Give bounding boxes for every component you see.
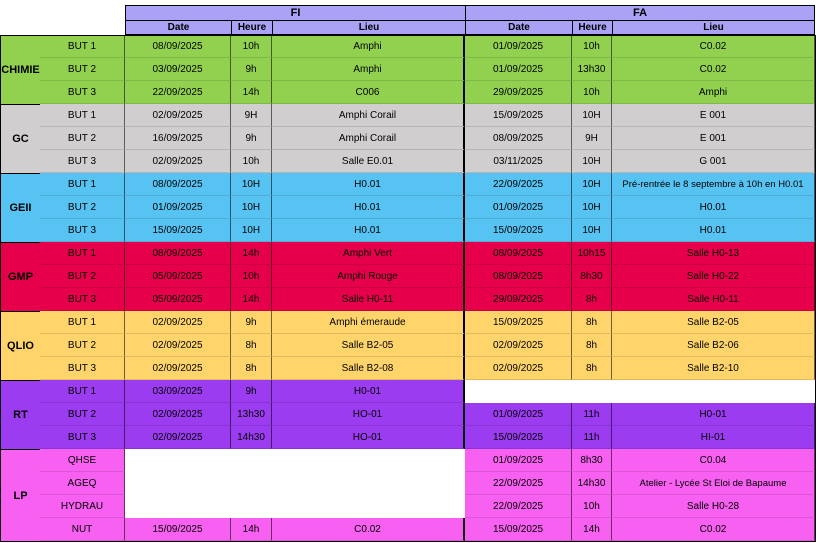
- fa-date-cell: 01/09/2025: [465, 449, 572, 472]
- fa-place-cell: Salle B2-10: [612, 357, 815, 380]
- fa-time-cell: 10h15: [572, 242, 612, 265]
- department-label: LP: [0, 449, 41, 542]
- fi-time-cell: 14h: [231, 81, 272, 104]
- fi-date-cell: 02/09/2025: [125, 311, 231, 334]
- fa-place-cell: [612, 380, 815, 403]
- fi-date-cell: 08/09/2025: [125, 35, 231, 58]
- fa-date-cell: 15/09/2025: [465, 426, 572, 449]
- program-cell: BUT 3: [40, 150, 125, 173]
- fa-date-cell: 01/09/2025: [465, 196, 572, 219]
- fi-date-cell: 02/09/2025: [125, 104, 231, 127]
- fi-place-cell: HO-01: [272, 426, 465, 449]
- fi-time-cell: 14h: [231, 242, 272, 265]
- col-header-fa-heure: Heure: [572, 20, 613, 35]
- fi-date-cell: 15/09/2025: [125, 219, 231, 242]
- fa-place-cell: Salle H0-22: [612, 265, 815, 288]
- fi-time-cell: 9h: [231, 311, 272, 334]
- fi-date-cell: 02/09/2025: [125, 357, 231, 380]
- fa-place-cell: C0.02: [612, 518, 815, 541]
- col-header-fa-date: Date: [465, 20, 573, 35]
- program-cell: BUT 1: [40, 173, 125, 196]
- fa-date-cell: 22/09/2025: [465, 495, 572, 518]
- fa-place-cell: Pré-rentrée le 8 septembre à 10h en H0.01: [612, 173, 815, 196]
- fi-place-cell: Amphi Vert: [272, 242, 465, 265]
- department-label: QLIO: [0, 311, 41, 381]
- fa-place-cell: C0.02: [612, 35, 815, 58]
- fi-place-cell: Amphi: [272, 58, 465, 81]
- fa-time-cell: 11h: [572, 426, 612, 449]
- fa-time-cell: 13h30: [572, 58, 612, 81]
- fa-time-cell: 10h: [572, 35, 612, 58]
- fa-place-cell: HI-01: [612, 426, 815, 449]
- fi-time-cell: 10H: [231, 173, 272, 196]
- fi-place-cell: [272, 495, 465, 518]
- fa-place-cell: Salle H0-28: [612, 495, 815, 518]
- fi-date-cell: 02/09/2025: [125, 334, 231, 357]
- fi-time-cell: 14h: [231, 518, 272, 541]
- fi-place-cell: Salle B2-05: [272, 334, 465, 357]
- fi-place-cell: Salle E0.01: [272, 150, 465, 173]
- fi-time-cell: 9H: [231, 104, 272, 127]
- fa-date-cell: 15/09/2025: [465, 219, 572, 242]
- fa-date-cell: 03/11/2025: [465, 150, 572, 173]
- program-cell: HYDRAU: [40, 495, 125, 518]
- program-cell: BUT 2: [40, 196, 125, 219]
- fa-time-cell: 10H: [572, 150, 612, 173]
- fa-date-cell: 22/09/2025: [465, 173, 572, 196]
- fi-place-cell: C006: [272, 81, 465, 104]
- fi-date-cell: 05/09/2025: [125, 265, 231, 288]
- fi-date-cell: 16/09/2025: [125, 127, 231, 150]
- program-cell: BUT 3: [40, 288, 125, 311]
- fi-place-cell: Salle H0-11: [272, 288, 465, 311]
- fi-date-cell: [125, 449, 231, 472]
- fa-place-cell: Salle B2-05: [612, 311, 815, 334]
- fi-time-cell: 10h: [231, 35, 272, 58]
- fi-time-cell: [231, 449, 272, 472]
- fa-time-cell: [572, 380, 612, 403]
- program-cell: BUT 2: [40, 58, 125, 81]
- fi-date-cell: 05/09/2025: [125, 288, 231, 311]
- program-cell: BUT 3: [40, 357, 125, 380]
- fa-time-cell: 8h30: [572, 265, 612, 288]
- fa-time-cell: 9H: [572, 127, 612, 150]
- fa-date-cell: [465, 380, 572, 403]
- program-cell: BUT 1: [40, 311, 125, 334]
- department-label: CHIMIE: [0, 35, 41, 105]
- fi-date-cell: 02/09/2025: [125, 150, 231, 173]
- fa-place-cell: C0.04: [612, 449, 815, 472]
- fa-date-cell: 15/09/2025: [465, 104, 572, 127]
- fa-date-cell: 02/09/2025: [465, 357, 572, 380]
- department-label: RT: [0, 380, 41, 450]
- fi-place-cell: Amphi: [272, 35, 465, 58]
- program-cell: NUT: [40, 518, 125, 541]
- fi-time-cell: [231, 495, 272, 518]
- fi-date-cell: 22/09/2025: [125, 81, 231, 104]
- fa-date-cell: 02/09/2025: [465, 334, 572, 357]
- fi-place-cell: HO-01: [272, 403, 465, 426]
- program-cell: BUT 1: [40, 242, 125, 265]
- fa-date-cell: 15/09/2025: [465, 518, 572, 541]
- col-header-fa-lieu: Lieu: [612, 20, 815, 35]
- fi-date-cell: 08/09/2025: [125, 242, 231, 265]
- fi-time-cell: 13h30: [231, 403, 272, 426]
- fa-time-cell: 8h: [572, 311, 612, 334]
- fi-date-cell: 02/09/2025: [125, 403, 231, 426]
- program-cell: BUT 2: [40, 334, 125, 357]
- fi-place-cell: H0.01: [272, 173, 465, 196]
- fa-place-cell: Salle B2-06: [612, 334, 815, 357]
- fa-date-cell: 08/09/2025: [465, 242, 572, 265]
- fa-date-cell: 08/09/2025: [465, 265, 572, 288]
- fi-date-cell: 01/09/2025: [125, 196, 231, 219]
- fi-time-cell: 14h30: [231, 426, 272, 449]
- program-cell: BUT 1: [40, 380, 125, 403]
- fi-place-cell: H0.01: [272, 219, 465, 242]
- fa-time-cell: 14h: [572, 518, 612, 541]
- col-header-fi-date: Date: [125, 20, 232, 35]
- fi-place-cell: Amphi Rouge: [272, 265, 465, 288]
- fa-place-cell: Atelier - Lycée St Eloi de Bapaume: [612, 472, 815, 495]
- fa-place-cell: H0-01: [612, 403, 815, 426]
- fa-time-cell: 10H: [572, 219, 612, 242]
- fa-time-cell: 10H: [572, 104, 612, 127]
- header-fa: FA: [465, 5, 815, 21]
- fa-time-cell: 10h: [572, 495, 612, 518]
- fi-date-cell: [125, 472, 231, 495]
- fa-place-cell: Amphi: [612, 81, 815, 104]
- fa-date-cell: 22/09/2025: [465, 472, 572, 495]
- fa-time-cell: 8h: [572, 334, 612, 357]
- fa-date-cell: 01/09/2025: [465, 35, 572, 58]
- fa-date-cell: 29/09/2025: [465, 288, 572, 311]
- fa-time-cell: 8h: [572, 288, 612, 311]
- fa-place-cell: Salle H0-11: [612, 288, 815, 311]
- program-cell: BUT 1: [40, 104, 125, 127]
- fi-time-cell: 9h: [231, 58, 272, 81]
- fi-place-cell: C0.02: [272, 518, 465, 541]
- fa-place-cell: H0.01: [612, 196, 815, 219]
- fi-time-cell: 9h: [231, 127, 272, 150]
- department-label: GMP: [0, 242, 41, 312]
- fi-place-cell: H0.01: [272, 196, 465, 219]
- fi-time-cell: 8h: [231, 334, 272, 357]
- program-cell: BUT 2: [40, 403, 125, 426]
- fi-time-cell: [231, 472, 272, 495]
- fi-date-cell: 08/09/2025: [125, 173, 231, 196]
- program-cell: BUT 3: [40, 426, 125, 449]
- fi-time-cell: 10h: [231, 265, 272, 288]
- fa-date-cell: 29/09/2025: [465, 81, 572, 104]
- fa-time-cell: 8h: [572, 357, 612, 380]
- fa-place-cell: C0.02: [612, 58, 815, 81]
- fi-place-cell: Amphi émeraude: [272, 311, 465, 334]
- col-header-fi-lieu: Lieu: [272, 20, 466, 35]
- department-label: GC: [0, 104, 41, 174]
- fa-time-cell: 14h30: [572, 472, 612, 495]
- fi-place-cell: [272, 472, 465, 495]
- fa-date-cell: 15/09/2025: [465, 311, 572, 334]
- fi-date-cell: 03/09/2025: [125, 380, 231, 403]
- fa-place-cell: H0.01: [612, 219, 815, 242]
- fi-date-cell: 02/09/2025: [125, 426, 231, 449]
- fi-time-cell: 10h: [231, 150, 272, 173]
- fi-place-cell: Amphi Corail: [272, 127, 465, 150]
- fa-place-cell: E 001: [612, 127, 815, 150]
- fi-time-cell: 14h: [231, 288, 272, 311]
- fa-place-cell: G 001: [612, 150, 815, 173]
- program-cell: BUT 1: [40, 35, 125, 58]
- program-cell: AGEQ: [40, 472, 125, 495]
- fa-date-cell: 01/09/2025: [465, 58, 572, 81]
- fa-time-cell: 11h: [572, 403, 612, 426]
- program-cell: QHSE: [40, 449, 125, 472]
- fi-place-cell: Amphi Corail: [272, 104, 465, 127]
- fa-date-cell: 08/09/2025: [465, 127, 572, 150]
- col-header-fi-heure: Heure: [231, 20, 273, 35]
- fi-time-cell: 10H: [231, 219, 272, 242]
- fa-time-cell: 10H: [572, 196, 612, 219]
- program-cell: BUT 3: [40, 219, 125, 242]
- fi-date-cell: 03/09/2025: [125, 58, 231, 81]
- fi-place-cell: Salle B2-08: [272, 357, 465, 380]
- fa-place-cell: E 001: [612, 104, 815, 127]
- fa-time-cell: 10h: [572, 81, 612, 104]
- department-label: GEII: [0, 173, 41, 243]
- fi-time-cell: 9h: [231, 380, 272, 403]
- fi-time-cell: 8h: [231, 357, 272, 380]
- program-cell: BUT 2: [40, 265, 125, 288]
- fa-date-cell: 01/09/2025: [465, 403, 572, 426]
- fi-date-cell: [125, 495, 231, 518]
- fa-time-cell: 8h30: [572, 449, 612, 472]
- fi-place-cell: [272, 449, 465, 472]
- program-cell: BUT 3: [40, 81, 125, 104]
- header-fi: FI: [125, 5, 466, 21]
- fi-place-cell: H0-01: [272, 380, 465, 403]
- fa-time-cell: 10H: [572, 173, 612, 196]
- fi-time-cell: 10H: [231, 196, 272, 219]
- fi-date-cell: 15/09/2025: [125, 518, 231, 541]
- program-cell: BUT 2: [40, 127, 125, 150]
- fa-place-cell: Salle H0-13: [612, 242, 815, 265]
